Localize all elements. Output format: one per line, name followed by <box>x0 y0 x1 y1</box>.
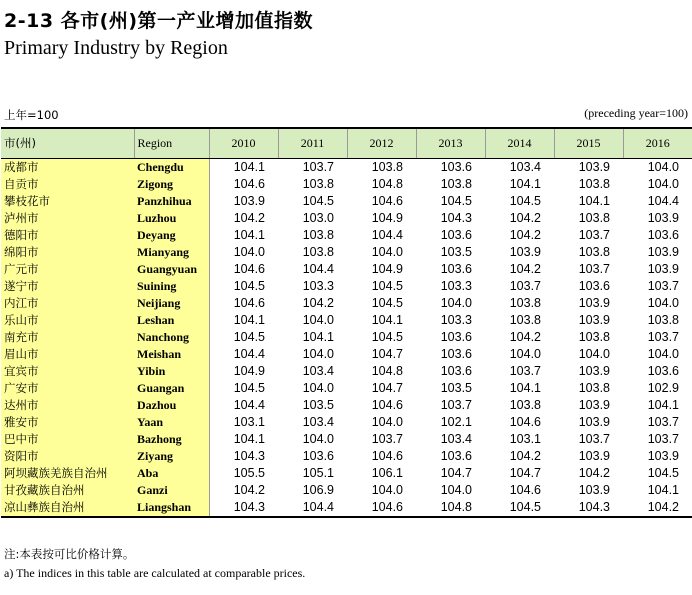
index-value: 104.2 <box>209 482 278 499</box>
index-value: 103.8 <box>509 295 541 310</box>
region-name-en: Mianyang <box>134 244 209 261</box>
index-value: 104.6 <box>371 193 403 208</box>
index-value: 103.9 <box>578 363 610 378</box>
index-value: 103.7 <box>440 397 472 412</box>
index-value: 104.4 <box>302 261 334 276</box>
index-value: 103.4 <box>302 414 334 429</box>
index-value: 104.1 <box>647 397 679 412</box>
index-value: 104.5 <box>371 295 403 310</box>
index-value: 104.2 <box>509 261 541 276</box>
table-row <box>1 312 692 329</box>
index-value: 103.6 <box>440 329 472 344</box>
region-name-cn: 阿坝藏族羌族自治州 <box>1 465 134 482</box>
table-row <box>1 380 692 397</box>
index-value: 103.5 <box>440 244 472 259</box>
index-value: 104.4 <box>647 193 679 208</box>
region-name-en: Yibin <box>134 363 209 380</box>
index-value: 104.2 <box>509 210 541 225</box>
index-value: 104.1 <box>509 380 541 395</box>
index-value: 104.8 <box>371 176 403 191</box>
index-value: 104.0 <box>647 159 679 174</box>
region-name-en: Dazhou <box>134 397 209 414</box>
index-value: 104.0 <box>440 482 472 497</box>
header-year-2014: 2014 <box>485 128 554 158</box>
index-value: 104.9 <box>371 261 403 276</box>
index-value: 104.2 <box>578 465 610 480</box>
region-name-cn: 德阳市 <box>1 227 134 244</box>
table-row <box>1 244 692 261</box>
region-name-en: Bazhong <box>134 431 209 448</box>
header-region-en: Region <box>134 128 209 158</box>
unit-note-english: (preceding year=100) <box>584 106 688 120</box>
region-name-en: Zigong <box>134 176 209 193</box>
index-value: 104.6 <box>509 414 541 429</box>
index-value: 103.9 <box>578 448 610 463</box>
header-year-2013: 2013 <box>416 128 485 158</box>
index-value: 104.1 <box>647 482 679 497</box>
index-value: 103.7 <box>647 414 679 429</box>
index-value: 104.0 <box>209 244 278 261</box>
index-value: 104.1 <box>371 312 403 327</box>
table-row <box>1 448 692 465</box>
index-value: 103.8 <box>440 176 472 191</box>
index-value: 104.7 <box>371 380 403 395</box>
index-value: 104.1 <box>578 193 610 208</box>
index-value: 103.4 <box>302 363 334 378</box>
index-value: 103.6 <box>302 448 334 463</box>
index-value: 104.3 <box>209 499 278 517</box>
index-value: 104.0 <box>647 346 679 361</box>
table-row <box>1 363 692 380</box>
table-row <box>1 465 692 482</box>
region-name-en: Panzhihua <box>134 193 209 210</box>
index-value: 104.4 <box>209 397 278 414</box>
region-name-cn: 广安市 <box>1 380 134 397</box>
index-value: 103.6 <box>440 346 472 361</box>
table-row <box>1 346 692 363</box>
index-value: 103.9 <box>578 482 610 497</box>
index-value: 103.6 <box>440 261 472 276</box>
index-value: 103.7 <box>509 363 541 378</box>
index-value: 104.0 <box>302 380 334 395</box>
region-name-cn: 资阳市 <box>1 448 134 465</box>
table-row <box>1 210 692 227</box>
region-name-en: Deyang <box>134 227 209 244</box>
region-name-cn: 乐山市 <box>1 312 134 329</box>
index-value: 105.1 <box>302 465 334 480</box>
index-value: 103.7 <box>302 159 334 174</box>
header-year-2016: 2016 <box>623 128 692 158</box>
region-name-en: Chengdu <box>134 158 209 176</box>
index-value: 104.1 <box>209 158 278 176</box>
index-value: 103.9 <box>578 295 610 310</box>
index-value: 104.5 <box>371 278 403 293</box>
index-value: 103.9 <box>209 193 278 210</box>
index-value: 104.2 <box>509 448 541 463</box>
index-value: 104.6 <box>347 499 416 517</box>
region-name-cn: 广元市 <box>1 261 134 278</box>
unit-note-chinese: 上年=100 <box>4 108 59 122</box>
index-value: 104.2 <box>209 210 278 227</box>
index-value: 103.8 <box>578 380 610 395</box>
region-index-table <box>1 127 692 518</box>
region-name-en: Ziyang <box>134 448 209 465</box>
index-value: 104.6 <box>209 261 278 278</box>
table-row <box>1 414 692 431</box>
index-value: 104.0 <box>647 176 679 191</box>
index-value: 103.9 <box>647 448 679 463</box>
region-name-cn: 成都市 <box>1 158 134 176</box>
index-value: 103.7 <box>578 227 610 242</box>
table-row <box>1 397 692 414</box>
index-value: 104.3 <box>554 499 623 517</box>
index-value: 103.7 <box>647 278 679 293</box>
index-value: 104.5 <box>371 329 403 344</box>
index-value: 103.5 <box>302 397 334 412</box>
index-value: 103.9 <box>647 261 679 276</box>
index-value: 104.8 <box>371 363 403 378</box>
index-value: 104.7 <box>509 465 541 480</box>
index-value: 104.0 <box>440 295 472 310</box>
footnote-english: a) The indices in this table are calculated at comparable prices. <box>4 566 306 580</box>
index-value: 103.6 <box>440 448 472 463</box>
index-value: 103.8 <box>509 397 541 412</box>
index-value: 103.6 <box>578 278 610 293</box>
index-value: 104.5 <box>302 193 334 208</box>
index-value: 103.9 <box>578 312 610 327</box>
index-value: 103.1 <box>509 431 541 446</box>
index-value: 103.8 <box>302 176 334 191</box>
region-name-en: Neijiang <box>134 295 209 312</box>
table-header <box>1 128 692 158</box>
index-value: 103.8 <box>578 176 610 191</box>
region-name-cn: 眉山市 <box>1 346 134 363</box>
index-value: 103.9 <box>578 414 610 429</box>
index-value: 103.9 <box>578 159 610 174</box>
region-name-cn: 甘孜藏族自治州 <box>1 482 134 499</box>
index-value: 104.0 <box>302 312 334 327</box>
region-name-en: Luzhou <box>134 210 209 227</box>
index-value: 104.6 <box>209 176 278 193</box>
header-row <box>1 128 692 158</box>
index-value: 103.1 <box>209 414 278 431</box>
region-name-en: Aba <box>134 465 209 482</box>
index-value: 103.8 <box>371 159 403 174</box>
index-value: 103.4 <box>509 159 541 174</box>
index-value: 103.6 <box>440 227 472 242</box>
index-value: 103.8 <box>647 312 679 327</box>
region-name-cn: 凉山彝族自治州 <box>1 499 134 517</box>
header-year-2015: 2015 <box>554 128 623 158</box>
region-name-en: Nanchong <box>134 329 209 346</box>
index-value: 103.3 <box>302 278 334 293</box>
region-name-cn: 攀枝花市 <box>1 193 134 210</box>
region-name-en: Suining <box>134 278 209 295</box>
index-value: 104.5 <box>485 499 554 517</box>
index-value: 104.7 <box>440 465 472 480</box>
region-name-en: Ganzi <box>134 482 209 499</box>
index-value: 104.4 <box>278 499 347 517</box>
index-value: 103.7 <box>509 278 541 293</box>
index-value: 104.1 <box>302 329 334 344</box>
index-value: 102.9 <box>647 380 679 395</box>
table-row <box>1 499 692 517</box>
index-value: 105.5 <box>209 465 278 482</box>
index-value: 104.0 <box>578 346 610 361</box>
region-name-cn: 泸州市 <box>1 210 134 227</box>
index-value: 104.0 <box>371 414 403 429</box>
table-row <box>1 158 692 176</box>
index-value: 103.7 <box>647 329 679 344</box>
index-value: 104.5 <box>647 465 679 480</box>
region-name-cn: 雅安市 <box>1 414 134 431</box>
index-value: 103.8 <box>302 227 334 242</box>
header-year-2011: 2011 <box>278 128 347 158</box>
index-value: 103.6 <box>647 227 679 242</box>
table-row <box>1 193 692 210</box>
index-value: 103.3 <box>440 312 472 327</box>
index-value: 104.9 <box>371 210 403 225</box>
index-value: 104.3 <box>440 210 472 225</box>
region-name-cn: 巴中市 <box>1 431 134 448</box>
header-region-cn: 市(州) <box>1 128 134 158</box>
region-name-cn: 达州市 <box>1 397 134 414</box>
index-value: 104.1 <box>209 312 278 329</box>
region-name-cn: 宜宾市 <box>1 363 134 380</box>
table-row <box>1 431 692 448</box>
index-value: 104.5 <box>209 380 278 397</box>
footnote-chinese: 注:本表按可比价格计算。 <box>4 547 135 561</box>
index-value: 103.6 <box>647 363 679 378</box>
region-name-cn: 内江市 <box>1 295 134 312</box>
index-value: 104.6 <box>371 448 403 463</box>
index-value: 104.4 <box>209 346 278 363</box>
index-value: 106.1 <box>371 465 403 480</box>
region-name-cn: 自贡市 <box>1 176 134 193</box>
index-value: 104.5 <box>209 329 278 346</box>
index-value: 104.0 <box>371 244 403 259</box>
index-value: 103.4 <box>440 431 472 446</box>
index-value: 103.9 <box>509 244 541 259</box>
table-row <box>1 329 692 346</box>
table-row <box>1 278 692 295</box>
index-value: 104.6 <box>209 295 278 312</box>
index-value: 103.5 <box>440 380 472 395</box>
index-value: 104.5 <box>440 193 472 208</box>
index-value: 103.9 <box>647 244 679 259</box>
index-value: 104.1 <box>509 176 541 191</box>
region-name-en: Yaan <box>134 414 209 431</box>
index-value: 103.7 <box>647 431 679 446</box>
index-value: 103.8 <box>578 244 610 259</box>
index-value: 104.2 <box>509 329 541 344</box>
index-value: 104.5 <box>209 278 278 295</box>
index-value: 104.0 <box>509 346 541 361</box>
index-value: 103.7 <box>578 261 610 276</box>
index-value: 104.0 <box>302 346 334 361</box>
region-name-en: Liangshan <box>134 499 209 517</box>
index-value: 103.9 <box>647 210 679 225</box>
index-value: 104.9 <box>209 363 278 380</box>
index-value: 104.5 <box>509 193 541 208</box>
region-name-cn: 南充市 <box>1 329 134 346</box>
index-value: 104.4 <box>371 227 403 242</box>
index-value: 103.8 <box>302 244 334 259</box>
index-value: 103.7 <box>578 431 610 446</box>
table-body <box>1 158 692 517</box>
index-value: 103.6 <box>440 363 472 378</box>
index-value: 103.3 <box>440 278 472 293</box>
index-value: 104.2 <box>623 499 692 517</box>
index-value: 104.1 <box>209 431 278 448</box>
index-value: 106.9 <box>302 482 334 497</box>
index-value: 104.2 <box>302 295 334 310</box>
region-name-cn: 遂宁市 <box>1 278 134 295</box>
region-name-en: Guangyuan <box>134 261 209 278</box>
table-row <box>1 482 692 499</box>
index-value: 104.2 <box>509 227 541 242</box>
index-value: 104.1 <box>209 227 278 244</box>
index-value: 104.7 <box>371 346 403 361</box>
index-value: 104.0 <box>371 482 403 497</box>
index-value: 103.0 <box>302 210 334 225</box>
table-row <box>1 227 692 244</box>
index-value: 104.6 <box>509 482 541 497</box>
region-name-cn: 绵阳市 <box>1 244 134 261</box>
index-value: 103.8 <box>509 312 541 327</box>
header-year-2010: 2010 <box>209 128 278 158</box>
region-name-en: Leshan <box>134 312 209 329</box>
index-value: 103.7 <box>371 431 403 446</box>
index-value: 104.8 <box>416 499 485 517</box>
index-value: 103.8 <box>578 210 610 225</box>
region-name-en: Meishan <box>134 346 209 363</box>
index-value: 102.1 <box>440 414 472 429</box>
table-title-chinese: 2-13 各市(州)第一产业增加值指数 <box>4 10 314 32</box>
table-row <box>1 295 692 312</box>
index-value: 104.0 <box>302 431 334 446</box>
index-value: 103.8 <box>578 329 610 344</box>
table-row <box>1 261 692 278</box>
header-year-2012: 2012 <box>347 128 416 158</box>
index-value: 104.0 <box>647 295 679 310</box>
region-name-en: Guangan <box>134 380 209 397</box>
index-value: 104.3 <box>209 448 278 465</box>
table-row <box>1 176 692 193</box>
index-value: 104.6 <box>371 397 403 412</box>
table-title-english: Primary Industry by Region <box>4 37 228 59</box>
index-value: 103.6 <box>440 159 472 174</box>
index-value: 103.9 <box>578 397 610 412</box>
